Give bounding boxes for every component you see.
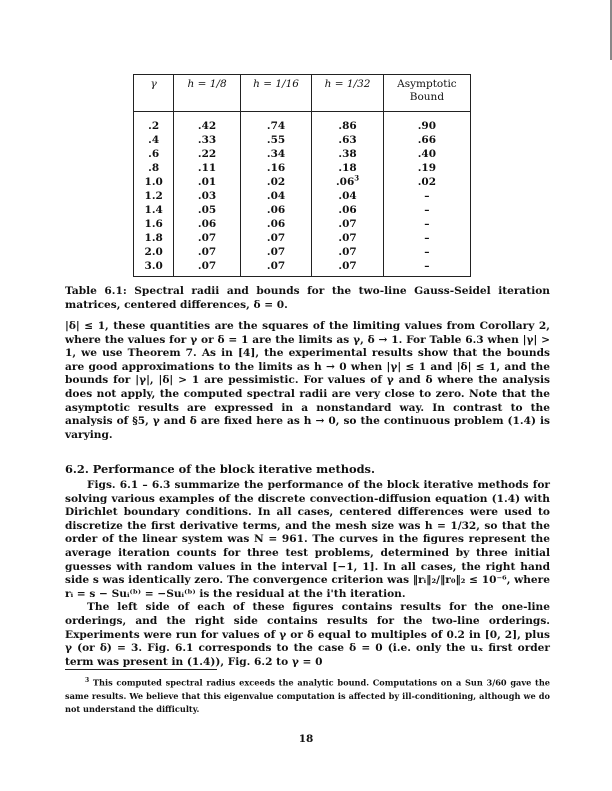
cell-h-1-8: .22 xyxy=(174,147,240,161)
table-row xyxy=(134,112,471,134)
cell-h-1-8: .07 xyxy=(174,245,240,259)
cell-h-1-16: .07 xyxy=(240,259,312,277)
table-row xyxy=(134,245,471,259)
table-row xyxy=(134,133,471,147)
table-caption xyxy=(65,285,550,312)
cell-bound: – xyxy=(383,203,470,217)
cell-bound: .66 xyxy=(383,133,470,147)
cell-gamma: 1.0 xyxy=(134,175,174,189)
header-h-1-8: h = 1/8 xyxy=(174,75,240,112)
section-body xyxy=(65,479,550,669)
table-row xyxy=(134,259,471,277)
cell-h-1-32: .38 xyxy=(312,147,384,161)
header-h-1-32: h = 1/32 xyxy=(312,75,384,112)
cell-bound: .02 xyxy=(383,175,470,189)
cell-bound: .90 xyxy=(383,112,470,134)
cell-h-1-8: .07 xyxy=(174,231,240,245)
footnote-rule xyxy=(65,669,217,670)
table-row xyxy=(134,203,471,217)
cell-h-1-16: .02 xyxy=(240,175,312,189)
cell-h-1-8: .07 xyxy=(174,259,240,277)
cell-h-1-16: .04 xyxy=(240,189,312,203)
caption-text: Spectral radii and bounds for the two-line Gauss-Seidel iteration matrices, centered differences, δ = 0. xyxy=(65,285,550,311)
paragraph-1: |δ| ≤ 1, these quantities are the squares of the limiting values from Corollary 2, where the values for γ or δ = 1 are the limits as γ, δ → 1. For Table 6.3 when |γ| > 1, we use Theorem 7. As in [4], the experimental results show that the bounds are good approximations to the limits as h → 0 when |γ| ≤ 1 and |δ| ≤ 1, and the bounds for |γ|, |δ| > 1 are pessimistic. For values of γ and δ where the analysis does not apply, the computed spectral radii are very close to zero. Note that the asymptotic results are expressed in a nonstandard way. In contrast to the analysis of §5, γ and δ are fixed here as h → 0, so the continuous problem (1.4) is varying. xyxy=(65,320,550,441)
footnote-ref: 3 xyxy=(354,173,360,183)
table-row xyxy=(134,147,471,161)
table-header-row xyxy=(134,75,471,112)
cell-gamma: 1.6 xyxy=(134,217,174,231)
cell-h-1-8: .06 xyxy=(174,217,240,231)
paragraph-2: Figs. 6.1 – 6.3 summarize the performance of the block iterative methods for solving various examples of the discrete convection-diffusion equation (1.4) with Dirichlet boundary conditions. In all cases, centered differences were used to discretize the first derivative terms, and the mesh size was h = 1/32, so that the order of the linear system was N = 961. The curves in the figures represent the average iteration counts for three test problems, determined by three initial guesses with random values in the interval [−1, 1]. In all cases, the right hand side s was identically zero. The convergence criterion was ‖rᵢ‖₂/‖r₀‖₂ ≤ 10⁻⁶, where rᵢ = s − Suᵢ⁽ᵇ⁾ = −Suᵢ⁽ᵇ⁾ is the residual at the i'th iteration. xyxy=(65,479,550,600)
cell-h-1-32: $.06^3$ xyxy=(312,175,384,189)
caption-label: Table 6.1: xyxy=(65,285,127,297)
cell-gamma: .4 xyxy=(134,133,174,147)
header-h-1-16: h = 1/16 xyxy=(240,75,312,112)
cell-h-1-8: .01 xyxy=(174,175,240,189)
cell-gamma: 3.0 xyxy=(134,259,174,277)
cell-bound: – xyxy=(383,245,470,259)
cell-bound: – xyxy=(383,259,470,277)
cell-h-1-16: .06 xyxy=(240,203,312,217)
cell-h-1-16: .16 xyxy=(240,161,312,175)
cell-h-1-32: .06 xyxy=(312,203,384,217)
cell-gamma: .8 xyxy=(134,161,174,175)
cell-h-1-32: .07 xyxy=(312,231,384,245)
footnote-marker: 3 xyxy=(85,677,90,684)
cell-gamma: 1.2 xyxy=(134,189,174,203)
cell-h-1-8: .11 xyxy=(174,161,240,175)
section-heading: 6.2. Performance of the block iterative methods. xyxy=(65,462,375,476)
cell-h-1-32: .07 xyxy=(312,259,384,277)
cell-h-1-16: .06 xyxy=(240,217,312,231)
header-gamma: γ xyxy=(134,75,174,112)
cell-h-1-32: .18 xyxy=(312,161,384,175)
cell-gamma: 1.4 xyxy=(134,203,174,217)
paragraph-3: The left side of each of these figures contains results for the one-line orderings, and the right side contains results for the two-line orderings. Experiments were run for values of γ or δ equal to multiples of 0.2 in [0, 2], plus γ (or δ) = 3. Fig. 6.1 corresponds to the case δ = 0 (i.e. only the uₓ first order term was present in (1.4)), Fig. 6.2 to γ = 0 xyxy=(65,601,550,668)
cell-gamma: .2 xyxy=(134,112,174,134)
cell-gamma: .6 xyxy=(134,147,174,161)
cell-h-1-8: .33 xyxy=(174,133,240,147)
cell-h-1-32: .86 xyxy=(312,112,384,134)
cell-bound: – xyxy=(383,189,470,203)
cell-gamma: 2.0 xyxy=(134,245,174,259)
cell-bound: – xyxy=(383,217,470,231)
cell-h-1-8: .05 xyxy=(174,203,240,217)
cell-h-1-16: .55 xyxy=(240,133,312,147)
table-row xyxy=(134,161,471,175)
cell-gamma: 1.8 xyxy=(134,231,174,245)
cell-h-1-32: .04 xyxy=(312,189,384,203)
footnote xyxy=(65,674,550,716)
cell-h-1-32: .63 xyxy=(312,133,384,147)
cell-h-1-8: .42 xyxy=(174,112,240,134)
table-row xyxy=(134,189,471,203)
header-asymptotic-bound: Asymptotic Bound xyxy=(383,75,470,112)
footnote-text: This computed spectral radius exceeds the analytic bound. Computations on a Sun 3/60 gave the same results. We believe that this eigenvalue computation is affected by ill-conditioning, although we do not understand the difficulty. xyxy=(65,677,550,714)
cell-bound: .19 xyxy=(383,161,470,175)
spectral-radii-table xyxy=(133,74,471,277)
page-number: 18 xyxy=(298,733,314,745)
cell-h-1-16: .07 xyxy=(240,231,312,245)
cell-h-1-8: .03 xyxy=(174,189,240,203)
cell-h-1-16: .07 xyxy=(240,245,312,259)
cell-bound: .40 xyxy=(383,147,470,161)
cell-h-1-32: .07 xyxy=(312,217,384,231)
table-row xyxy=(134,175,471,189)
cell-h-1-16: .74 xyxy=(240,112,312,134)
table-row xyxy=(134,231,471,245)
cell-bound: – xyxy=(383,231,470,245)
cell-h-1-16: .34 xyxy=(240,147,312,161)
cell-h-1-32: .07 xyxy=(312,245,384,259)
table-row xyxy=(134,217,471,231)
